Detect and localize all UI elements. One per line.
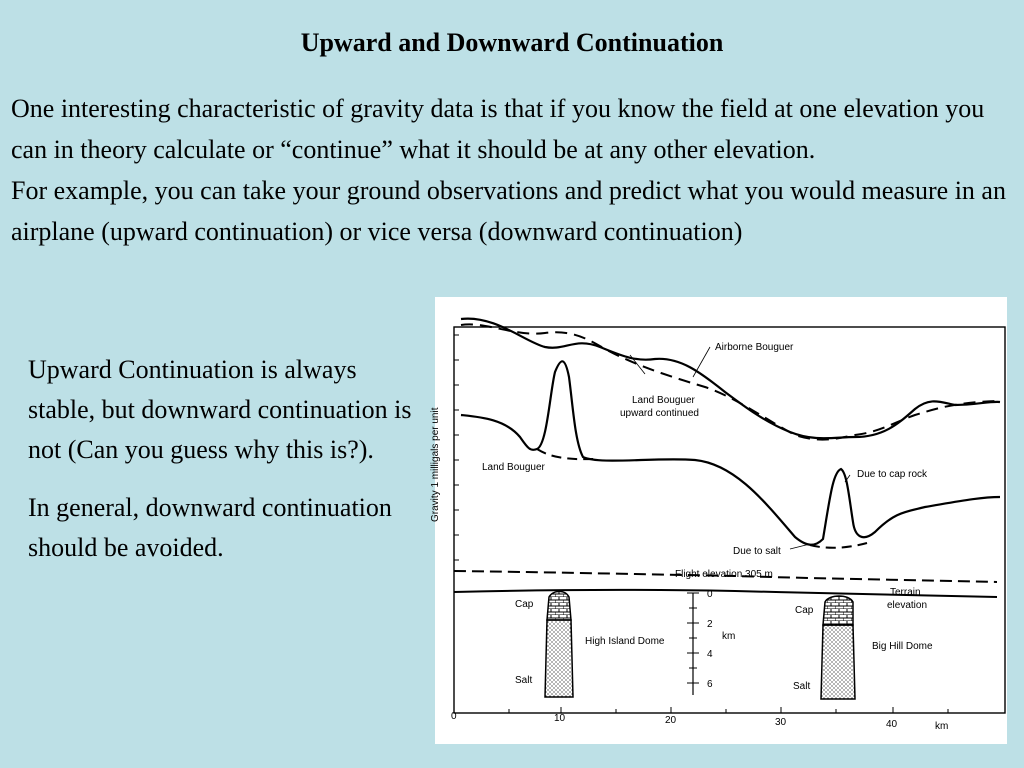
intro-paragraph-2: For example, you can take your ground observations and predict what you would measure in an airplane (upward continuation) or vice versa (downward continuation) (11, 176, 1006, 246)
depth-tick-6: 6 (707, 679, 713, 690)
depth-tick-4: 4 (707, 649, 713, 660)
depth-unit: km (722, 631, 736, 642)
x-tick-40: 40 (886, 719, 898, 730)
x-tick-10: 10 (554, 713, 566, 724)
label-land-upward-1: Land Bouguer (632, 395, 695, 406)
label-due-to-cap-rock: Due to cap rock (857, 469, 928, 480)
gravity-figure-svg (430, 297, 1007, 744)
label-flight-elevation: Flight elevation 305 m (675, 569, 773, 580)
label-cap-left: Cap (515, 599, 534, 610)
gravity-axis-ticks (454, 335, 459, 560)
label-land-upward-2: upward continued (620, 408, 699, 419)
x-axis-ticks (454, 707, 948, 713)
label-due-to-salt: Due to salt (733, 546, 781, 557)
big-hill-cap (823, 596, 853, 625)
label-big-hill-dome: Big Hill Dome (872, 641, 933, 652)
depth-scale (687, 589, 735, 695)
x-tick-30: 30 (775, 717, 787, 728)
side-paragraph-1: Upward Continuation is always stable, but downward continuation is not (Can you guess why this is?). (28, 355, 412, 464)
intro-text (11, 88, 1011, 252)
intro-paragraph-1: One interesting characteristic of gravity data is that if you know the field at one elevation you can in theory calculate or “continue” what it should be at any other elevation. (11, 94, 985, 164)
label-terrain-1: Terrain (890, 587, 921, 598)
label-high-island-dome: High Island Dome (585, 636, 665, 647)
high-island-cap (547, 591, 571, 620)
label-salt-right: Salt (793, 681, 811, 692)
figure-frame (454, 327, 1005, 713)
slide-title: Upward and Downward Continuation (300, 28, 724, 57)
label-cap-right: Cap (795, 605, 814, 616)
side-paragraph-2: In general, downward continuation should be avoided. (28, 493, 392, 562)
gravity-figure (430, 297, 1007, 744)
depth-tick-0: 0 (707, 589, 713, 600)
leader-lines (630, 347, 850, 549)
x-tick-20: 20 (665, 715, 677, 726)
x-tick-0: 0 (451, 711, 457, 722)
label-terrain-2: elevation (887, 600, 928, 611)
label-land-bouguer: Land Bouguer (482, 462, 545, 473)
x-unit: km (935, 721, 949, 732)
land-bouguer-curve (461, 361, 1000, 544)
airborne-bouguer-curve (461, 319, 1000, 439)
label-airborne-bouguer: Airborne Bouguer (715, 342, 794, 353)
label-salt-left: Salt (515, 675, 533, 686)
gravity-axis-label: Gravity 1 milligals per unit (430, 407, 441, 522)
big-hill-salt (821, 625, 855, 699)
side-text (28, 350, 428, 586)
depth-tick-2: 2 (707, 619, 713, 630)
high-island-salt (545, 620, 573, 697)
